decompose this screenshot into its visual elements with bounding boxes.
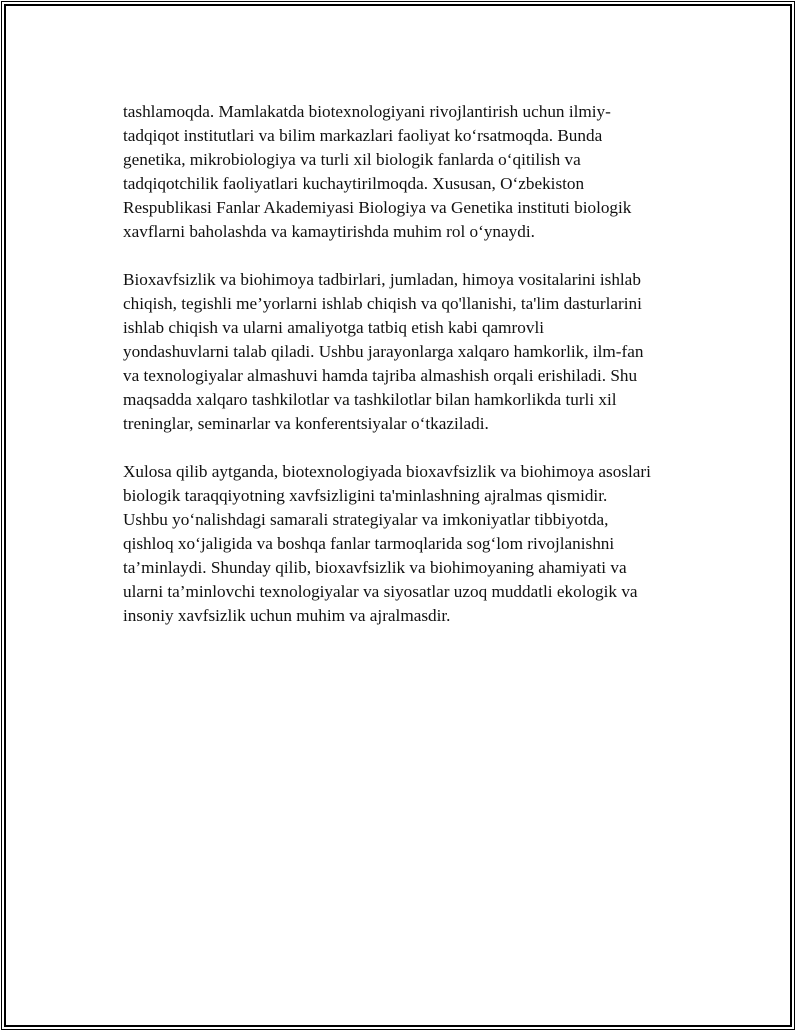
- paragraph-line: tadqiqot institutlari va bilim markazlari faoliyat ko‘rsatmoqda. Bunda: [123, 126, 603, 145]
- paragraph-line: ta’minlaydi. Shunday qilib, bioxavfsizlik va biohimoyaning ahamiyati va: [123, 558, 627, 577]
- paragraph-line: chiqish, tegishli me’yorlarni ishlab chiqish va qo'llanishi, ta'lim dasturlarini: [123, 294, 642, 313]
- paragraph-line: ularni ta’minlovchi texnologiyalar va siyosatlar uzoq muddatli ekologik va: [123, 582, 638, 601]
- paragraph-2: [123, 268, 703, 436]
- paragraph-line: Ushbu yo‘nalishdagi samarali strategiyalar va imkoniyatlar tibbiyotda,: [123, 510, 609, 529]
- paragraph-line: ishlab chiqish va ularni amaliyotga tatbiq etish kabi qamrovli: [123, 318, 545, 337]
- paragraph-line: tashlamoqda. Mamlakatda biotexnologiyani rivojlantirish uchun ilmiy-: [123, 102, 611, 121]
- paragraph-line: Bioxavfsizlik va biohimoya tadbirlari, jumladan, himoya vositalarini ishlab: [123, 270, 641, 289]
- paragraph-line: genetika, mikrobiologiya va turli xil biologik fanlarda o‘qitilish va: [123, 150, 581, 169]
- paragraph-line: tadqiqotchilik faoliyatlari kuchaytirilmoqda. Xususan, O‘zbekiston: [123, 174, 585, 193]
- paragraph-line: maqsadda xalqaro tashkilotlar va tashkilotlar bilan hamkorlikda turli xil: [123, 390, 617, 409]
- paragraph-line: va texnologiyalar almashuvi hamda tajriba almashish orqali erishiladi. Shu: [123, 366, 638, 385]
- document-body: [123, 100, 703, 652]
- paragraph-line: Xulosa qilib aytganda, biotexnologiyada bioxavfsizlik va biohimoya asoslari: [123, 462, 651, 481]
- page-frame: [4, 4, 792, 1027]
- paragraph-line: Respublikasi Fanlar Akademiyasi Biologiya va Genetika instituti biologik: [123, 198, 632, 217]
- paragraph-3: [123, 460, 703, 628]
- paragraph-line: biologik taraqqiyotning xavfsizligini ta'minlashning ajralmas qismidir.: [123, 486, 608, 505]
- paragraph-line: yondashuvlarni talab qiladi. Ushbu jarayonlarga xalqaro hamkorlik, ilm-fan: [123, 342, 644, 361]
- paragraph-line: xavflarni baholashda va kamaytirishda muhim rol o‘ynaydi.: [123, 222, 535, 241]
- paragraph-line: treninglar, seminarlar va konferentsiyalar o‘tkaziladi.: [123, 414, 489, 433]
- paragraph-line: qishloq xo‘jaligida va boshqa fanlar tarmoqlarida sog‘lom rivojlanishni: [123, 534, 615, 553]
- paragraph-line: insoniy xavfsizlik uchun muhim va ajralmasdir.: [123, 606, 451, 625]
- paragraph-1: [123, 100, 703, 244]
